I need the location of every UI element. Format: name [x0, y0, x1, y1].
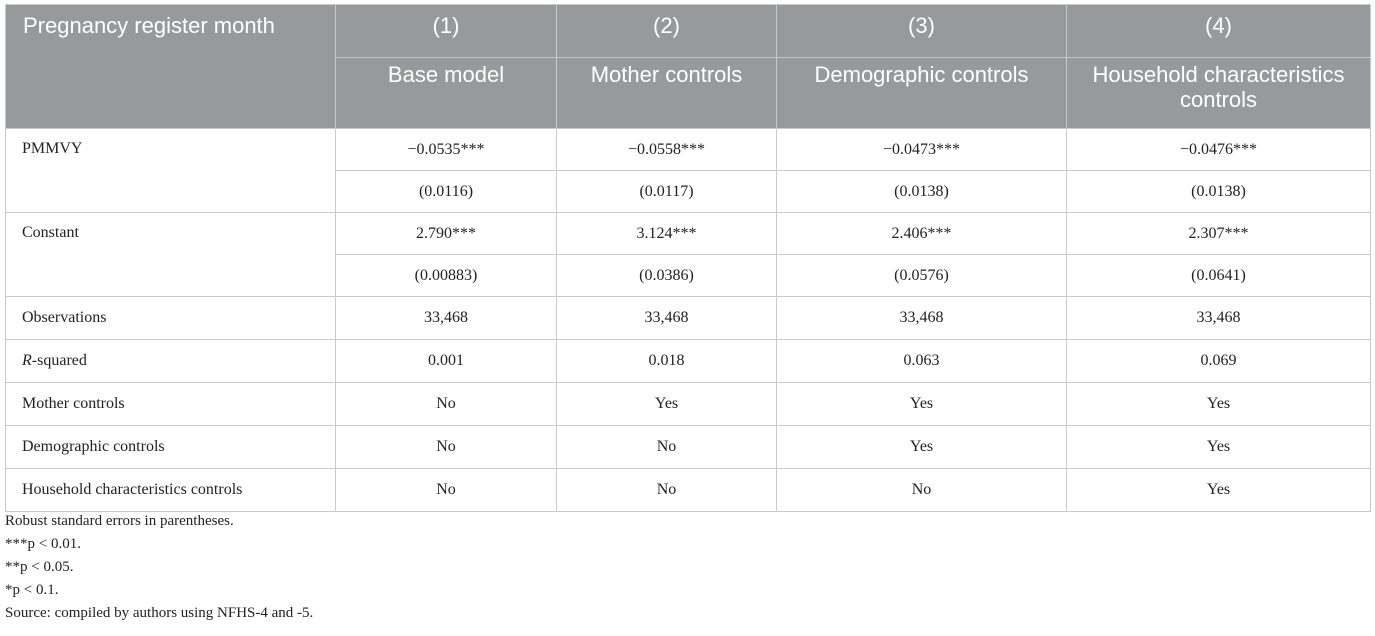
- value-cell: No: [336, 469, 557, 512]
- standard-error-cell: (0.0576): [777, 255, 1067, 297]
- standard-error-cell: (0.0138): [777, 171, 1067, 213]
- standard-error-cell: (0.0117): [557, 171, 777, 213]
- coefficient-cell: 3.124***: [557, 213, 777, 255]
- row-label: Household characteristics controls: [6, 469, 336, 512]
- row-label: Mother controls: [6, 383, 336, 426]
- table-notes: [5, 510, 313, 625]
- value-cell: Yes: [557, 383, 777, 426]
- note-line: Robust standard errors in parentheses.: [5, 513, 234, 529]
- value-cell: Yes: [777, 426, 1067, 469]
- note-line: Source: compiled by authors using NFHS-4 and -5.: [5, 605, 314, 621]
- value-cell: Yes: [1067, 383, 1371, 426]
- r-suffix: -squared: [31, 352, 87, 369]
- standard-error-cell: (0.0138): [1067, 171, 1371, 213]
- coefficient-cell: 2.406***: [777, 213, 1067, 255]
- table-row-constant: [6, 213, 1371, 255]
- column-number: (2): [557, 5, 777, 58]
- column-name: Mother controls: [557, 58, 777, 129]
- column-number: (4): [1067, 5, 1371, 58]
- column-name: Base model: [336, 58, 557, 129]
- value-cell: 0.063: [777, 340, 1067, 383]
- value-cell: 33,468: [557, 297, 777, 340]
- table-row-observations: [6, 297, 1371, 340]
- table-row-household-controls: [6, 469, 1371, 512]
- r-italic: R: [22, 352, 32, 369]
- coefficient-cell: −0.0535***: [336, 129, 557, 171]
- coefficient-cell: −0.0558***: [557, 129, 777, 171]
- column-number: (3): [777, 5, 1067, 58]
- table-row-pmmvy: [6, 129, 1371, 171]
- standard-error-cell: (0.0116): [336, 171, 557, 213]
- value-cell: 33,468: [1067, 297, 1371, 340]
- column-name: Demographic controls: [777, 58, 1067, 129]
- value-cell: 0.069: [1067, 340, 1371, 383]
- value-cell: Yes: [1067, 469, 1371, 512]
- table-row-demographic-controls: [6, 426, 1371, 469]
- note-line: **p < 0.05.: [5, 559, 74, 575]
- coefficient-cell: −0.0476***: [1067, 129, 1371, 171]
- table-row-rsquared: [6, 340, 1371, 383]
- value-cell: No: [557, 469, 777, 512]
- column-name: Household characteristics controls: [1067, 58, 1371, 129]
- row-label: Constant: [6, 213, 336, 297]
- value-cell: Yes: [777, 383, 1067, 426]
- value-cell: No: [557, 426, 777, 469]
- value-cell: Yes: [1067, 426, 1371, 469]
- value-cell: No: [336, 426, 557, 469]
- row-label: Observations: [6, 297, 336, 340]
- standard-error-cell: (0.00883): [336, 255, 557, 297]
- coefficient-cell: −0.0473***: [777, 129, 1067, 171]
- table-row-mother-controls: [6, 383, 1371, 426]
- regression-table-container: [5, 4, 1370, 512]
- standard-error-cell: (0.0386): [557, 255, 777, 297]
- note-line: *p < 0.1.: [5, 582, 59, 598]
- value-cell: 33,468: [777, 297, 1067, 340]
- regression-table: [5, 4, 1371, 512]
- value-cell: 33,468: [336, 297, 557, 340]
- coefficient-cell: 2.307***: [1067, 213, 1371, 255]
- row-label: [6, 340, 336, 383]
- standard-error-cell: (0.0641): [1067, 255, 1371, 297]
- coefficient-cell: 2.790***: [336, 213, 557, 255]
- row-label: PMMVY: [6, 129, 336, 213]
- value-cell: 0.018: [557, 340, 777, 383]
- value-cell: No: [336, 383, 557, 426]
- column-number: (1): [336, 5, 557, 58]
- value-cell: No: [777, 469, 1067, 512]
- row-label-header: Pregnancy register month: [6, 5, 336, 129]
- note-line: ***p < 0.01.: [5, 536, 81, 552]
- row-label: Demographic controls: [6, 426, 336, 469]
- value-cell: 0.001: [336, 340, 557, 383]
